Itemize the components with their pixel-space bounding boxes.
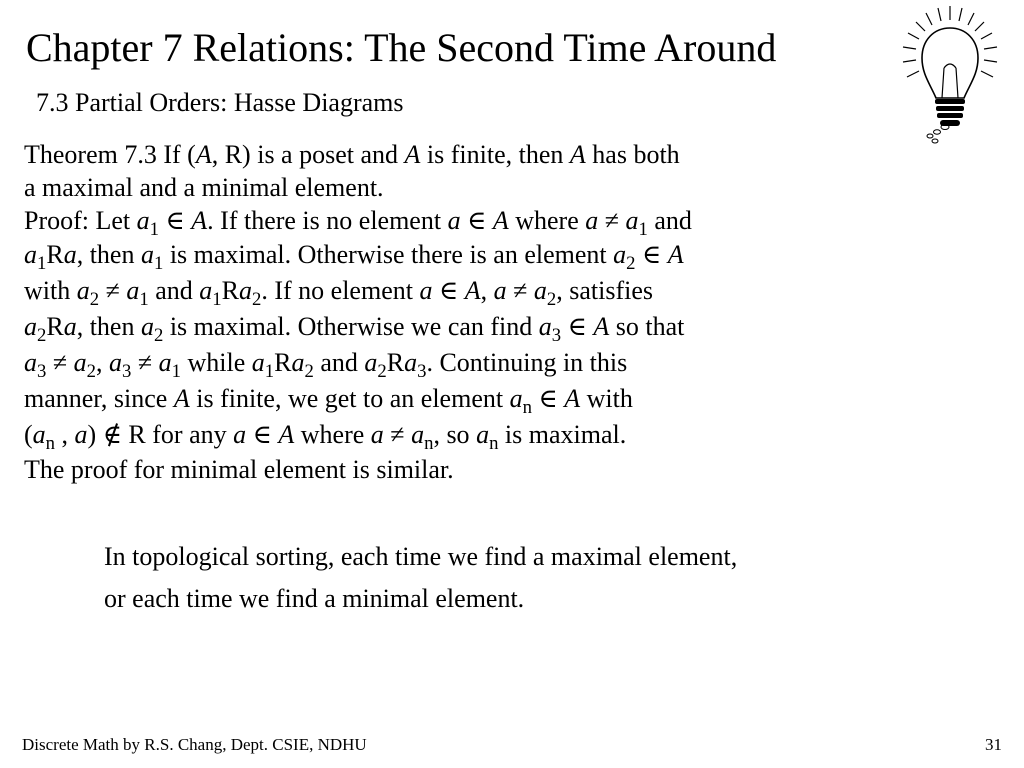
proof-line-4: $a_2Ra$, then $a_2$ is maximal. Otherwise we can find $a_3$ ∈ A so that — [24, 312, 685, 346]
note-line-1: In topological sorting, each time we find a maximal element, — [104, 542, 738, 571]
proof-line-6: manner, since A is finite, we get to an element $a_n$ ∈ A with — [24, 384, 633, 418]
proof-line-8: The proof for minimal element is similar. — [24, 455, 454, 484]
theorem-line-1: Theorem 7.3 If (A, R) is a poset and A is finite, then A has both — [24, 140, 680, 169]
lightbulb-icon — [900, 2, 1010, 146]
proof-line-5: $a_3 \ne a_2$, $a_3 \ne a_1$ while $a_1Ra_2$ and $a_2Ra_3$. Continuing in this — [24, 348, 628, 382]
proof-line-3: with $a_2 \ne a_1$ and $a_1Ra_2$. If no element a ∈ A, $a \ne a_2$, satisfies — [24, 276, 653, 310]
proof-line-1: Proof: Let $a_1$ ∈ A. If there is no element a ∈ A where $a \ne a_1$ and — [24, 206, 692, 240]
theorem-block — [24, 138, 924, 486]
proof-line-2: $a_1Ra$, then $a_1$ is maximal. Otherwise there is an element $a_2$ ∈ A — [24, 240, 684, 274]
page-number: 31 — [985, 735, 1002, 754]
proof-line-7: ($a_n$ , a) ∉ R for any a ∈ A where $a \ne a_n$, so $a_n$ is maximal. — [24, 420, 627, 454]
note-line-2: or each time we find a minimal element. — [104, 584, 525, 613]
footer-credit: Discrete Math by R.S. Chang, Dept. CSIE, NDHU — [22, 735, 367, 754]
theorem-line-2: a maximal and a minimal element. — [24, 173, 384, 202]
slide-title: Chapter 7 Relations: The Second Time Around — [26, 25, 777, 70]
topological-sorting-note — [104, 536, 984, 620]
slide-subtitle: 7.3 Partial Orders: Hasse Diagrams — [36, 88, 404, 117]
